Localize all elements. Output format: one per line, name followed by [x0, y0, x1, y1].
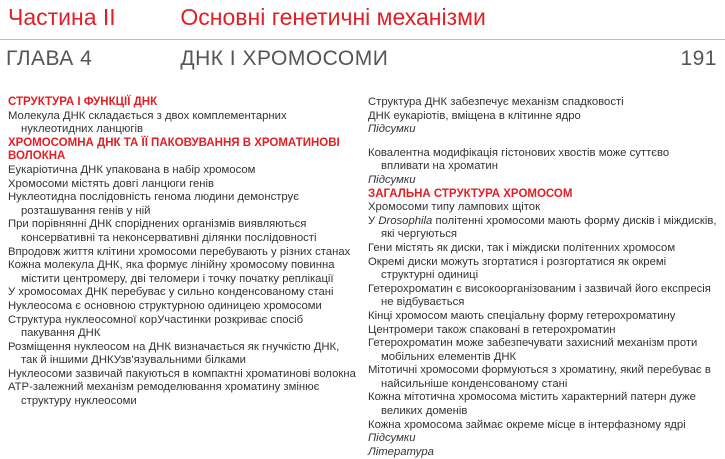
toc-entry: Еукаріотична ДНК упакована в набір хромосом [8, 163, 256, 176]
toc-entry: Структура нуклеосомної корУчастинки розкриває спосіб пакування ДНК [8, 313, 304, 340]
toc-entry: Мітотичні хромосоми формуються з хроматину, який перебуває в найсильніше конденсованому стані [368, 364, 711, 390]
toc-entry: Хромосоми типу лампових щіток [368, 201, 541, 214]
toc-entry: Структура ДНК забезпечує механізм спадковості [368, 96, 624, 108]
genus-name: Drosophila [378, 214, 433, 227]
toc-entry: Нуклеосома є основною структурною одиницею хромосоми [8, 299, 322, 312]
header-rule [0, 39, 725, 40]
toc-entry: Нуклеосоми зазвичай пакуються в компактні хроматинові волокна [8, 367, 356, 380]
literature-label: Література [368, 445, 434, 458]
toc-right-column [368, 96, 718, 459]
toc-entry: Нуклеотидна послідовність генома людини демонструє розташування генів у ній [8, 191, 299, 217]
chapter-label: ГЛАВА 4 [6, 47, 93, 70]
summary-label: Підсумки [368, 432, 416, 445]
toc-entry: Окремі диски можуть згортатися і розгортатися як окремі структурні одиниці [368, 255, 667, 282]
toc-entry: У хромосомах ДНК перебуває у сильно конденсованому стані [8, 286, 334, 299]
part-label: Частина II [8, 4, 116, 30]
toc-entry: Кінці хромосом мають спеціальну форму гетерохроматину [368, 309, 676, 322]
toc-entry: Хромосоми містять довгі ланцюги генів [8, 177, 215, 190]
toc-entry: Гетерохроматин може забезпечувати захисний механізм проти мобільних елементів ДНК [368, 337, 698, 363]
toc-left-column [8, 96, 358, 409]
toc-entry: Кожна молекула ДНК, яка формує лінійну хромосому повинна містити центромеру, дві теломери і точку початку реплікації [8, 259, 335, 285]
spacer [368, 137, 718, 147]
toc-entry: Гетерохроматин є високоорганізованим і зазвичай його експресія не відбувається [368, 282, 711, 309]
chapter-line [6, 47, 717, 75]
toc-entry: ДНК еукаріотів, вміщена в клітинне ядро [368, 109, 581, 122]
running-header [8, 4, 486, 34]
chapter-title: ДНК І ХРОМОСОМИ [180, 47, 389, 70]
toc-entry: Кожна мітотична хромосома містить характерний патерн дуже великих доменів [368, 391, 696, 418]
toc-entry: Центромери також спаковані в гетерохроматин [368, 323, 616, 336]
toc-entry: Впродовж життя клітини хромосоми перебувають у різних станах [8, 245, 351, 258]
toc-entry-drosophila [368, 215, 718, 242]
toc-entry: Молекула ДНК складається з двох комплементарних нуклеотидних ланцюгів [8, 109, 287, 136]
entry-prefix: У [368, 214, 379, 227]
toc-entry: При порівнянні ДНК споріднених організмів виявляються консервативні та неконсервативні ділянки послідовності [8, 218, 317, 244]
section-heading: СТРУКТУРА І ФУНКЦІЇ ДНК [8, 96, 158, 108]
part-title: Основні генетичні механізми [180, 4, 486, 30]
toc-entry: Гени містять як диски, так і міждиски політенних хромосом [368, 241, 676, 254]
toc-entry: Ковалентна модифікація гістонових хвостів може суттєво впливати на хроматин [368, 146, 670, 173]
section-heading: ХРОМОСОМНА ДНК ТА ЇЇ ПАКОВУВАННЯ В ХРОМАТИНОВІ ВОЛОКНА [8, 136, 340, 163]
toc-entry: АТР-залежний механізм ремоделювання хроматину змінює структуру нуклеосоми [8, 381, 320, 408]
summary-label: Підсумки [368, 123, 416, 136]
section-heading: ЗАГАЛЬНА СТРУКТУРА ХРОМОСОМ [368, 187, 573, 200]
toc-entry: Розміщення нуклеосом на ДНК визначається як гнучкістю ДНК, так й іншими ДНКУзв'язувальними білками [8, 340, 340, 367]
toc-entry: Кожна хромосома займає окреме місце в інтерфазному ядрі [368, 418, 686, 431]
summary-label: Підсумки [368, 173, 416, 186]
entry-rest: політенні хромосоми мають форму дисків і міждисків, які чергуються [381, 214, 717, 241]
page-number: 191 [680, 47, 717, 70]
